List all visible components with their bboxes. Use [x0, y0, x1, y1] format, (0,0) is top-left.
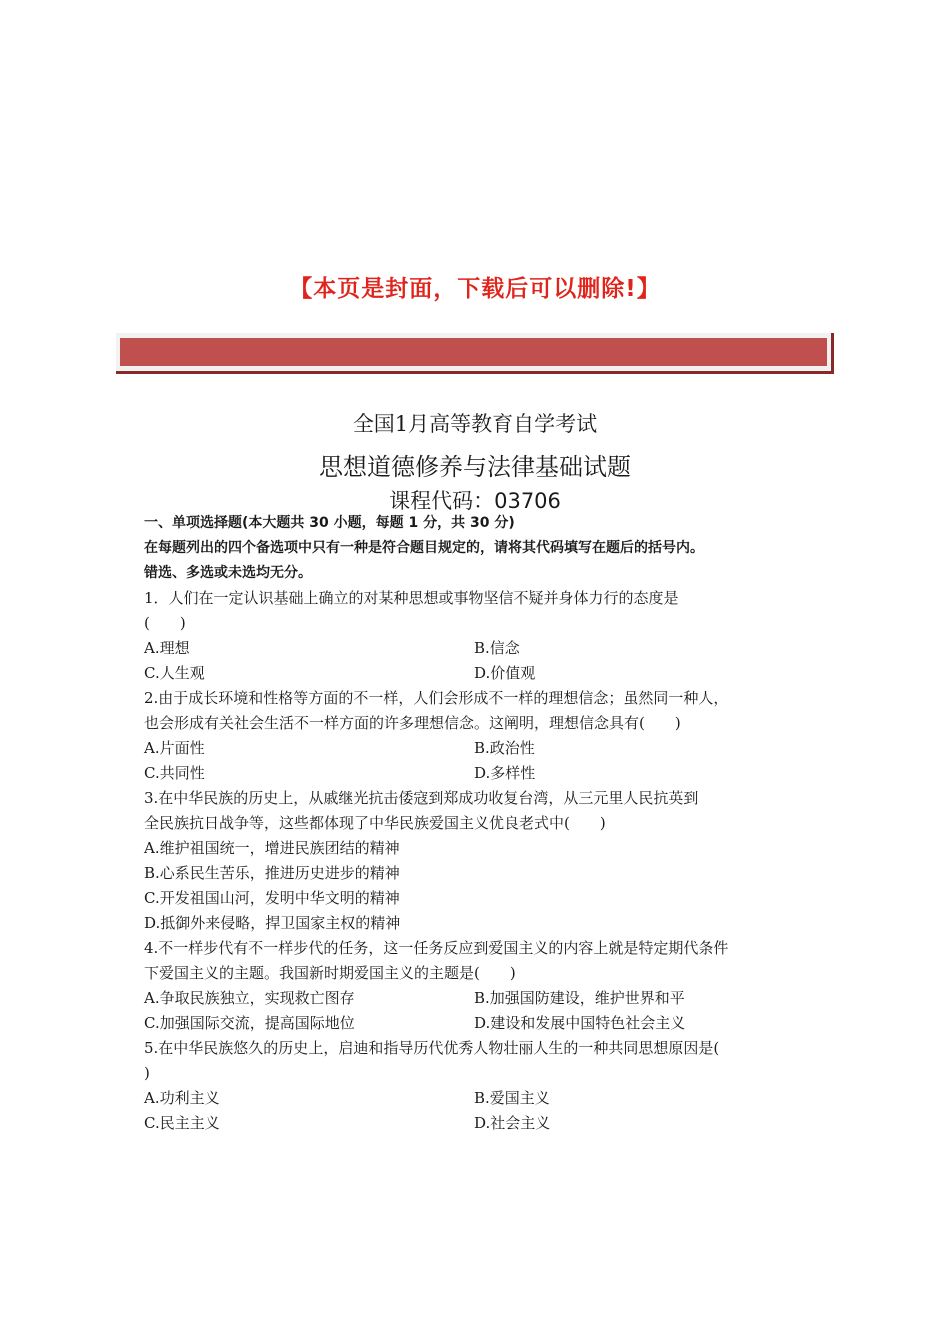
option-b: B.政治性: [474, 739, 535, 757]
option-c: C.开发祖国山河，发明中华文明的精神: [144, 889, 400, 907]
option-b: B.心系民生苦乐，推进历史进步的精神: [144, 864, 400, 882]
option-d: D.建设和发展中国特色社会主义: [474, 1014, 686, 1032]
option-c: C.民主主义: [144, 1114, 220, 1132]
option-c: C.共同性: [144, 764, 205, 782]
question-stem: 4.不一样步代有不一样步代的任务，这一任务反应到爱国主义的内容上就是特定期代条件: [144, 939, 729, 957]
question-stem: 5.在中华民族悠久的历史上，启迪和指导历代优秀人物壮丽人生的一种共同思想原因是(: [144, 1039, 720, 1057]
option-b: B.爱国主义: [474, 1089, 550, 1107]
option-c: C.人生观: [144, 664, 205, 682]
option-d: D.价值观: [474, 664, 536, 682]
option-a: A.理想: [144, 639, 190, 657]
option-d: D.多样性: [474, 764, 536, 782]
subject-title: 思想道德修养与法律基础试题: [319, 453, 631, 481]
option-c: C.加强国际交流，提高国际地位: [144, 1014, 355, 1032]
exam-title: 全国1月高等教育自学考试: [352, 412, 598, 436]
section-instruction: 错选、多选或未选均无分。: [144, 565, 312, 581]
question-stem: 全民族抗日战争等，这些都体现了中华民族爱国主义优良老式中( ): [144, 814, 606, 832]
option-a: A.争取民族独立，实现救亡图存: [144, 989, 355, 1007]
banner-bar: [120, 338, 827, 366]
option-b: B.信念: [474, 639, 520, 657]
question-stem: 2.由于成长环境和性格等方面的不一样，人们会形成不一样的理想信念；虽然同一种人，: [144, 689, 729, 707]
question-stem: 也会形成有关社会生活不一样方面的许多理想信念。这阐明，理想信念具有( ): [144, 714, 681, 732]
question-stem: ): [144, 1064, 150, 1082]
option-d: D.社会主义: [474, 1114, 551, 1132]
option-a: A.功利主义: [144, 1089, 220, 1107]
question-stem: 3.在中华民族的历史上，从戚继光抗击倭寇到郑成功收复台湾，从三元里人民抗英到: [144, 789, 699, 807]
decorative-banner: [116, 333, 834, 374]
option-a: A.维护祖国统一，增进民族团结的精神: [144, 839, 400, 857]
option-a: A.片面性: [144, 739, 205, 757]
question-stem: 1．人们在一定认识基础上确立的对某种思想或事物坚信不疑并身体力行的态度是: [144, 589, 679, 607]
section-heading: 一、单项选择题(本大题共 30 小题，每题 1 分，共 30 分): [144, 515, 515, 531]
question-stem: ( ): [144, 614, 186, 632]
option-b: B.加强国防建设，维护世界和平: [474, 989, 685, 1007]
course-code: 课程代码：03706: [389, 489, 561, 513]
section-instruction: 在每题列出的四个备选项中只有一种是符合题目规定的，请将其代码填写在题后的括号内。: [144, 540, 704, 556]
option-d: D.抵御外来侵略，捍卫国家主权的精神: [144, 914, 401, 932]
question-stem: 下爱国主义的主题。我国新时期爱国主义的主题是( ): [144, 964, 516, 982]
cover-note: 【本页是封面，下载后可以删除!】: [289, 276, 661, 302]
